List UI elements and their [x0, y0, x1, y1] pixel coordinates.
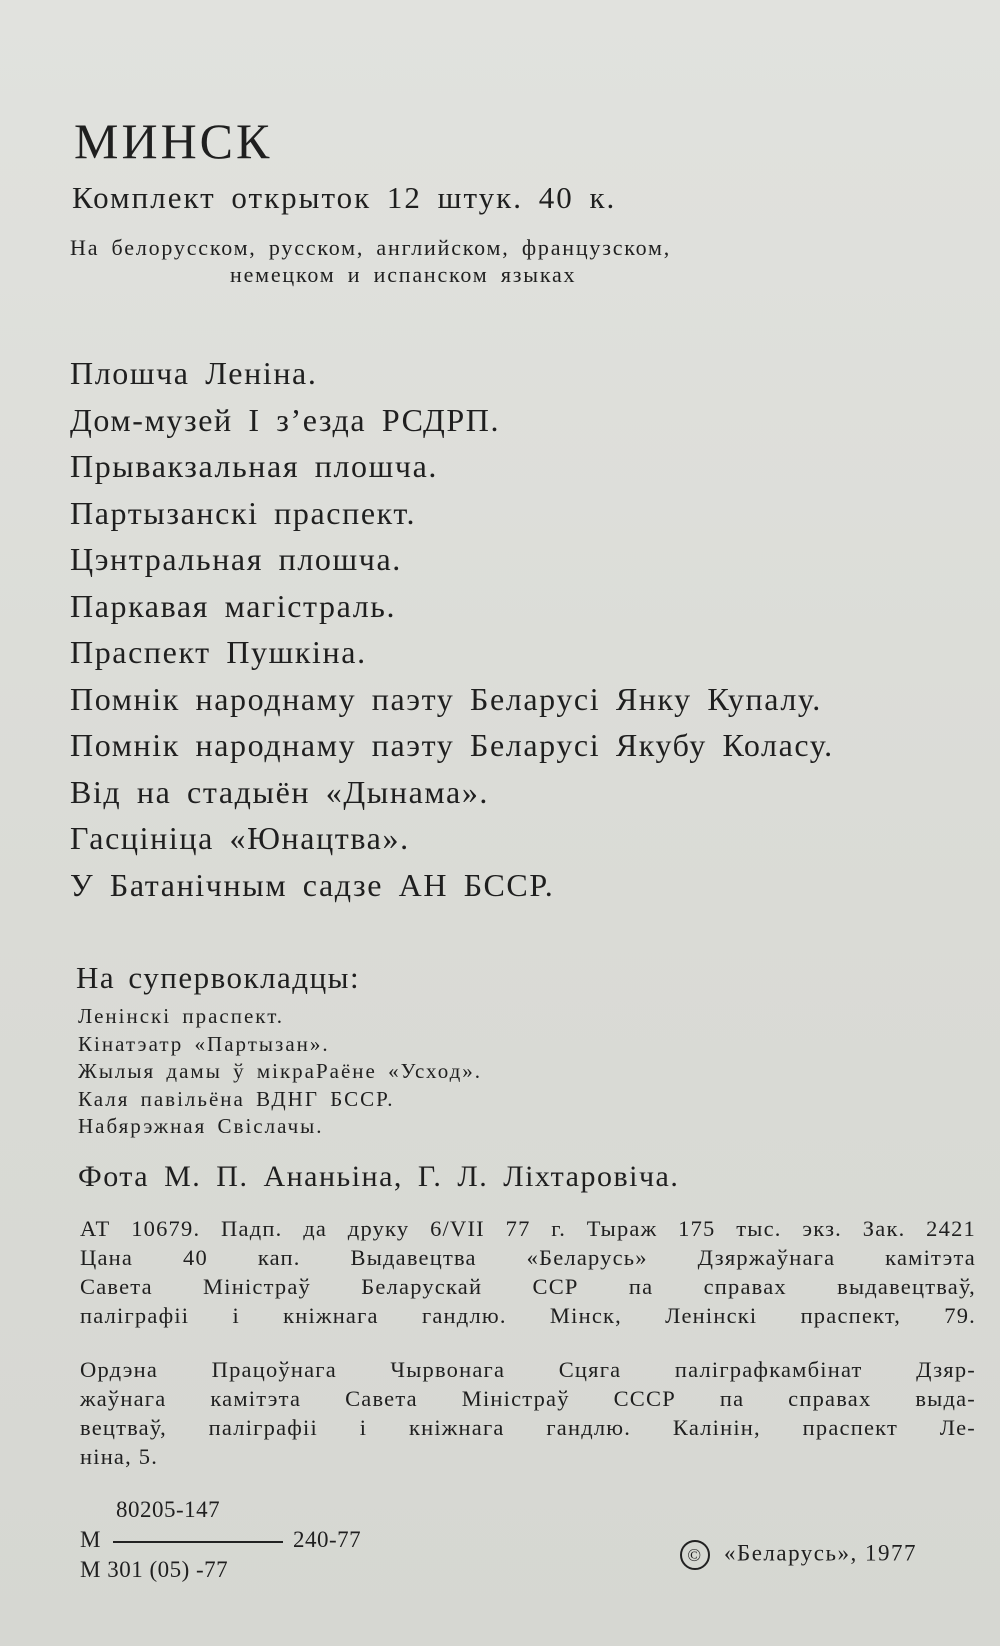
index-code-bottom: М 301 (05) -77 — [80, 1557, 229, 1582]
index-code-top: 80205-147 — [116, 1497, 221, 1522]
imprint-line: Савета Міністраў Беларускай ССР па справах выдавецтваў, — [80, 1274, 976, 1299]
imprint-line: Цана 40 кап. Выдавецтва «Беларусь» Дзяржаўнага камітэта — [80, 1245, 976, 1270]
set-description: Комплект открыток 12 штук. 40 к. — [72, 180, 617, 215]
photo-credit: Фота М. П. Ананьіна, Г. Л. Ліхтаровіча. — [78, 1160, 680, 1193]
postcard-title: Помнік народнаму паэту Беларусі Якубу Коласу. — [70, 727, 834, 763]
postcard-title: Дом-музей І з’езда РСДРП. — [70, 401, 501, 438]
publisher-imprint — [80, 1214, 976, 1330]
languages-line-1: На белорусском, русском, английском, французском, — [70, 235, 672, 260]
cover-image-title: Набярэжная Свіслачы. — [78, 1114, 324, 1138]
postcard-title: Гасцініца «Юнацтва». — [70, 820, 410, 856]
cover-heading: На супервокладцы: — [76, 960, 361, 995]
imprint-line: АТ 10679. Падп. да друку 6/VII 77 г. Тыраж 175 тыс. экз. Зак. 2421 — [80, 1216, 976, 1241]
postcard-title: У Батанічным садзе АН БССР. — [70, 866, 555, 903]
cover-image-list — [78, 1003, 482, 1141]
copyright-icon: © — [680, 1540, 710, 1570]
index-letter: М — [80, 1527, 101, 1552]
postcard-title: Праспект Пушкіна. — [70, 634, 367, 670]
cover-image-title: Каля павільёна ВДНГ БССР. — [78, 1086, 395, 1111]
index-code-right: 240-77 — [292, 1527, 362, 1552]
cover-image-title: Ленінскі праспект. — [78, 1004, 285, 1028]
languages-note — [70, 234, 830, 288]
postcard-title: Від на стадыён «Дынама». — [70, 773, 490, 810]
imprint-line: Ордэна Працоўнага Чырвонага Сцяга паліграфкамбінат Дзяр- — [80, 1357, 976, 1382]
catalog-index — [80, 1495, 361, 1585]
imprint-line: ніна, 5. — [80, 1444, 159, 1469]
index-code-middle — [80, 1525, 361, 1555]
page-title: МИНСК — [74, 113, 273, 169]
fraction-line — [113, 1541, 283, 1543]
copyright-notice — [680, 1540, 917, 1570]
postcard-title: Партызанскі праспект. — [70, 494, 417, 531]
postcard-list — [70, 350, 834, 908]
postcard-title: Цэнтральная плошча. — [70, 541, 402, 577]
imprint-line: жаўнага камітэта Савета Міністраў СССР па справах выда- — [80, 1386, 976, 1411]
languages-line-2: немецком и испанском языках — [230, 262, 577, 287]
postcard-title: Помнік народнаму паэту Беларусі Янку Купалу. — [70, 680, 822, 717]
copyright-text: «Беларусь», 1977 — [724, 1540, 917, 1566]
cover-image-title: Кінатэатр «Партызан». — [78, 1031, 330, 1056]
postcard-title: Прывакзальная плошча. — [70, 448, 438, 484]
imprint-line: паліграфіі і кніжнага гандлю. Мінск, Ленінскі праспект, 79. — [80, 1303, 976, 1328]
printer-imprint — [80, 1355, 976, 1471]
cover-image-title: Жылыя дамы ў мікраРаёне «Усход». — [78, 1059, 483, 1083]
imprint-line: вецтваў, паліграфіі і кніжнага гандлю. Калінін, праспект Ле- — [80, 1415, 976, 1440]
postcard-title: Плошча Леніна. — [70, 355, 318, 391]
postcard-title: Паркавая магістраль. — [70, 587, 397, 624]
